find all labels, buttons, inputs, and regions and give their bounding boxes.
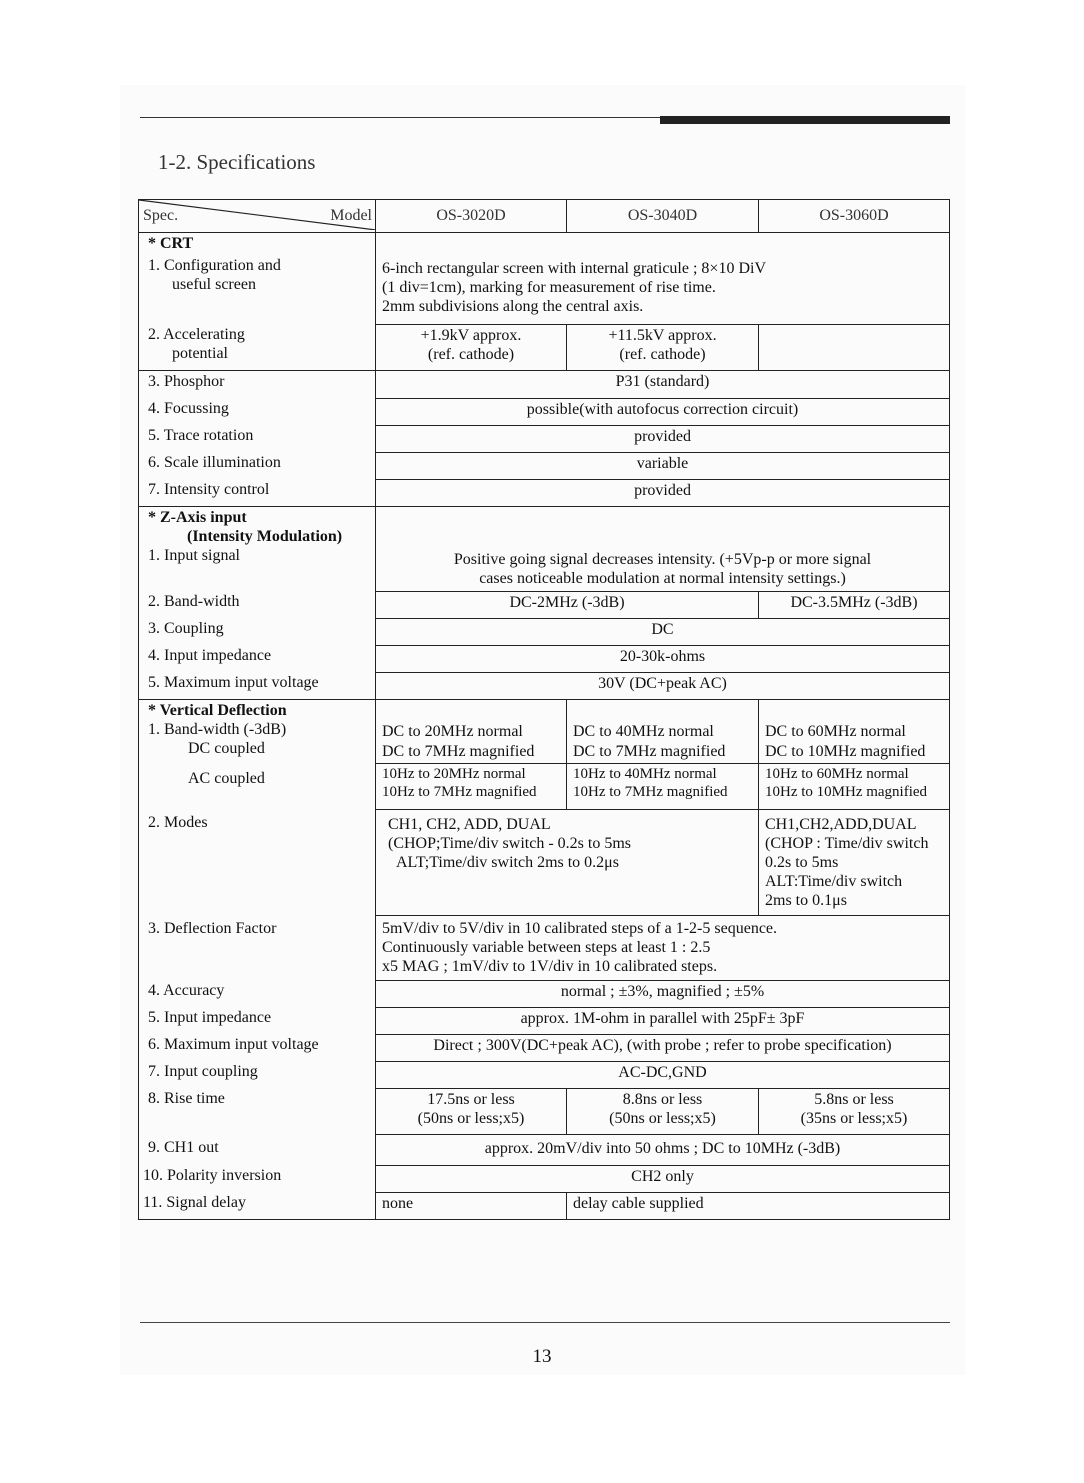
- vertical-rise-os3040d: 8.8ns or less (50ns or less;x5): [567, 1088, 759, 1134]
- zaxis-coupling-value: DC: [376, 618, 950, 645]
- zaxis-impedance-value: 20-30k-ohms: [376, 645, 950, 672]
- vertical-max-voltage-row: 6. Maximum input voltage Direct ; 300V(DC+peak AC), (with probe ; refer to probe specification): [139, 1034, 950, 1061]
- vertical-delay-os3040d-os3060d: delay cable supplied: [567, 1192, 950, 1220]
- page-number: 13: [532, 1346, 552, 1367]
- crt-focusing-row: 4. Focussing possible(with autofocus correction circuit): [139, 398, 950, 425]
- vertical-dc-label: * Vertical Deflection 1. Band-width (-3dB) DC coupled: [139, 700, 376, 764]
- vertical-deflection-factor-label: 3. Deflection Factor: [139, 915, 376, 980]
- crt-phosphor-value: P31 (standard): [376, 371, 950, 399]
- vertical-deflection-factor-value: 5mV/div to 5V/div in 10 calibrated steps of a 1-2-5 sequence. Continuously variable between steps at least 1 : 2.5 x5 MAG ; 1mV/div to 1V/div in 10 calibrated steps.: [376, 915, 950, 980]
- crt-intensity-row: 7. Intensity control provided: [139, 479, 950, 507]
- zaxis-max-voltage-row: 5. Maximum input voltage 30V (DC+peak AC): [139, 672, 950, 700]
- vertical-ac-row: [139, 763, 950, 809]
- crt-accel-os3020d: +1.9kV approx. (ref. cathode): [376, 324, 567, 371]
- vertical-modes-row: [139, 809, 950, 915]
- crt-trace-row: 5. Trace rotation provided: [139, 425, 950, 452]
- model-os-3040d: OS-3040D: [567, 200, 759, 233]
- vertical-ac-os3040d: 10Hz to 40MHz normal 10Hz to 7MHz magnified: [567, 763, 759, 809]
- vertical-ch1-out-value: approx. 20mV/div into 50 ohms ; DC to 10MHz (-3dB): [376, 1134, 950, 1165]
- header-bar: [660, 116, 950, 124]
- zaxis-input-row: [139, 507, 950, 592]
- specification-table: [138, 199, 950, 1220]
- vertical-group-title: * Vertical Deflection: [148, 702, 287, 719]
- vertical-ch1-out-row: 9. CH1 out approx. 20mV/div into 50 ohms ; DC to 10MHz (-3dB): [139, 1134, 950, 1165]
- model-os-3060d: OS-3060D: [759, 200, 950, 233]
- model-header-label: Model: [330, 207, 372, 224]
- zaxis-bandwidth-row: 2. Band-width DC-2MHz (-3dB) DC-3.5MHz (-3dB): [139, 591, 950, 618]
- vertical-rise-os3020d: 17.5ns or less (50ns or less;x5): [376, 1088, 567, 1134]
- vertical-ac-label: AC coupled: [139, 763, 376, 809]
- zaxis-bandwidth-os3020d-os3040d: DC-2MHz (-3dB): [376, 591, 759, 618]
- vertical-deflection-factor-row: [139, 915, 950, 980]
- crt-group-title: * CRT: [148, 235, 194, 252]
- crt-phosphor-row: 3. Phosphor P31 (standard): [139, 371, 950, 399]
- header-row: [139, 200, 950, 233]
- zaxis-max-voltage-value: 30V (DC+peak AC): [376, 672, 950, 700]
- vertical-dc-os3020d: DC to 20MHz normal DC to 7MHz magnified: [376, 700, 567, 764]
- vertical-coupling-value: AC-DC,GND: [376, 1061, 950, 1088]
- vertical-rise-time-row: 8. Rise time 17.5ns or less (50ns or less;x5) 8.8ns or less (50ns or less;x5) 5.8ns or less (35ns or less;x5): [139, 1088, 950, 1134]
- zaxis-bandwidth-os3060d: DC-3.5MHz (-3dB): [759, 591, 950, 618]
- vertical-rise-os3060d: 5.8ns or less (35ns or less;x5): [759, 1088, 950, 1134]
- vertical-ac-os3020d: 10Hz to 20MHz normal 10Hz to 7MHz magnified: [376, 763, 567, 809]
- vertical-signal-delay-row: 11. Signal delay none delay cable supplied: [139, 1192, 950, 1220]
- vertical-accuracy-value: normal ; ±3%, magnified ; ±5%: [376, 980, 950, 1007]
- crt-focusing-value: possible(with autofocus correction circuit): [376, 398, 950, 425]
- section-title: 1-2. Specifications: [158, 150, 316, 174]
- vertical-accuracy-row: 4. Accuracy normal ; ±3%, magnified ; ±5%: [139, 980, 950, 1007]
- model-os-3020d: OS-3020D: [376, 200, 567, 233]
- vertical-dc-row: [139, 700, 950, 764]
- zaxis-input-value: Positive going signal decreases intensity. (+5Vp-p or more signal cases noticeable modulation at normal intensity settings.): [376, 507, 950, 592]
- vertical-modes-os3060d: CH1,CH2,ADD,DUAL (CHOP : Time/div switch 0.2s to 5ms ALT:Time/div switch 2ms to 0.1μs: [759, 809, 950, 915]
- vertical-ac-os3060d: 10Hz to 60MHz normal 10Hz to 10MHz magnified: [759, 763, 950, 809]
- vertical-coupling-row: 7. Input coupling AC-DC,GND: [139, 1061, 950, 1088]
- zaxis-impedance-row: 4. Input impedance 20-30k-ohms: [139, 645, 950, 672]
- spec-model-header: [139, 200, 376, 233]
- vertical-polarity-row: 10. Polarity inversion CH2 only: [139, 1165, 950, 1192]
- crt-accel-os3040d: +11.5kV approx. (ref. cathode): [567, 324, 759, 371]
- crt-config-row: [139, 233, 950, 325]
- crt-trace-value: provided: [376, 425, 950, 452]
- vertical-impedance-row: 5. Input impedance approx. 1M-ohm in parallel with 25pF± 3pF: [139, 1007, 950, 1034]
- zaxis-group-title: * Z-Axis input: [148, 509, 247, 526]
- footer-rule: [140, 1322, 950, 1323]
- vertical-max-voltage-value: Direct ; 300V(DC+peak AC), (with probe ; refer to probe specification): [376, 1034, 950, 1061]
- vertical-dc-os3040d: DC to 40MHz normal DC to 7MHz magnified: [567, 700, 759, 764]
- vertical-polarity-value: CH2 only: [376, 1165, 950, 1192]
- crt-intensity-value: provided: [376, 479, 950, 507]
- zaxis-input-label: * Z-Axis input (Intensity Modulation) 1. Input signal: [139, 507, 376, 592]
- crt-config-value: 6-inch rectangular screen with internal graticule ; 8×10 DiV (1 div=1cm), marking for measurement of rise time. 2mm subdivisions along the central axis.: [376, 233, 950, 325]
- crt-config-label: * CRT 1. Configuration and useful screen: [139, 233, 376, 325]
- vertical-impedance-value: approx. 1M-ohm in parallel with 25pF± 3pF: [376, 1007, 950, 1034]
- spec-header-label: Spec.: [143, 207, 179, 224]
- vertical-modes-label: 2. Modes: [139, 809, 376, 915]
- vertical-modes-os3020d-os3040d: CH1, CH2, ADD, DUAL (CHOP;Time/div switch - 0.2s to 5ms ALT;Time/div switch 2ms to 0.2μs: [376, 809, 759, 915]
- vertical-dc-os3060d: DC to 60MHz normal DC to 10MHz magnified: [759, 700, 950, 764]
- crt-accel-label: 2. Accelerating potential: [139, 324, 376, 371]
- crt-accel-row: [139, 324, 950, 371]
- crt-scale-row: 6. Scale illumination variable: [139, 452, 950, 479]
- zaxis-coupling-row: 3. Coupling DC: [139, 618, 950, 645]
- vertical-delay-os3020d: none: [376, 1192, 567, 1220]
- crt-accel-os3060d: [759, 324, 950, 371]
- crt-scale-value: variable: [376, 452, 950, 479]
